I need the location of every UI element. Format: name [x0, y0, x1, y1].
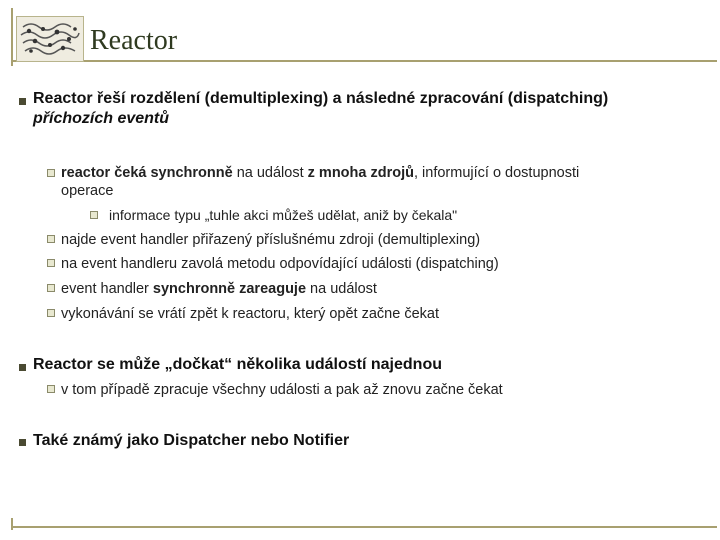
slide-logo-icon — [17, 17, 83, 61]
sub-sub-bullet-1-1-1: informace typu „tuhle akci můžeš udělat, aniž by čekala" — [109, 207, 458, 223]
bullet-2-line-1: Reactor se může „dočkat“ několika událostí najednou — [33, 356, 442, 373]
frame-horizontal-line-top — [11, 60, 717, 62]
sub-bullet-icon — [47, 385, 55, 393]
sub-bullet-1-1-line-2: operace — [61, 183, 114, 199]
sub-bullet-1-1 — [61, 162, 579, 184]
sub-bullet-icon — [47, 169, 55, 177]
sub-bullet-2-1: v tom případě zpracuje všechny události a pak až znovu začne čekat — [61, 382, 503, 398]
sub-bullet-1-4-end: na událost — [306, 281, 377, 297]
sub-bullet-icon — [47, 309, 55, 317]
bullet-square-icon — [19, 98, 26, 105]
sub-bullet-1-4-bold: synchronně zareaguje — [152, 281, 307, 297]
bullet-3-line-1: Také známý jako Dispatcher nebo Notifier — [33, 432, 350, 449]
sub-bullet-1-3: na event handleru zavolá metodu odpovídající události (dispatching) — [61, 256, 499, 272]
sub-bullet-icon — [47, 284, 55, 292]
bullet-square-icon — [19, 439, 26, 446]
sub-bullet-1-1-mid: na událost — [232, 165, 308, 181]
sub-bullet-icon — [47, 259, 55, 267]
sub-bullet-1-4 — [61, 278, 377, 300]
sub-bullet-1-1-bold-a: reactor čeká synchronně — [61, 165, 233, 181]
slide-title: Reactor — [90, 25, 178, 56]
sub-bullet-1-5: vykonávání se vrátí zpět k reactoru, který opět začne čekat — [61, 306, 439, 322]
bullet-1-line-1: Reactor řeší rozdělení (demultiplexing) a následné zpracování (dispatching) — [33, 90, 609, 107]
frame-vertical-line-bottom — [11, 518, 13, 530]
slide-logo-image — [16, 16, 84, 62]
bullet-square-icon — [19, 364, 26, 371]
sub-sub-bullet-icon — [90, 211, 98, 219]
sub-bullet-1-1-bold-b: z mnoha zdrojů — [307, 165, 414, 181]
sub-bullet-1-2: najde event handler přiřazený příslušnému zdroji (demultiplexing) — [61, 232, 481, 248]
frame-vertical-line-top — [11, 8, 13, 66]
bullet-1-line-2: příchozích eventů — [33, 110, 170, 127]
sub-bullet-1-4-pre: event handler — [61, 281, 153, 297]
sub-bullet-1-1-end: , informující o dostupnosti — [414, 165, 580, 181]
frame-horizontal-line-bottom — [11, 526, 717, 528]
sub-bullet-icon — [47, 235, 55, 243]
